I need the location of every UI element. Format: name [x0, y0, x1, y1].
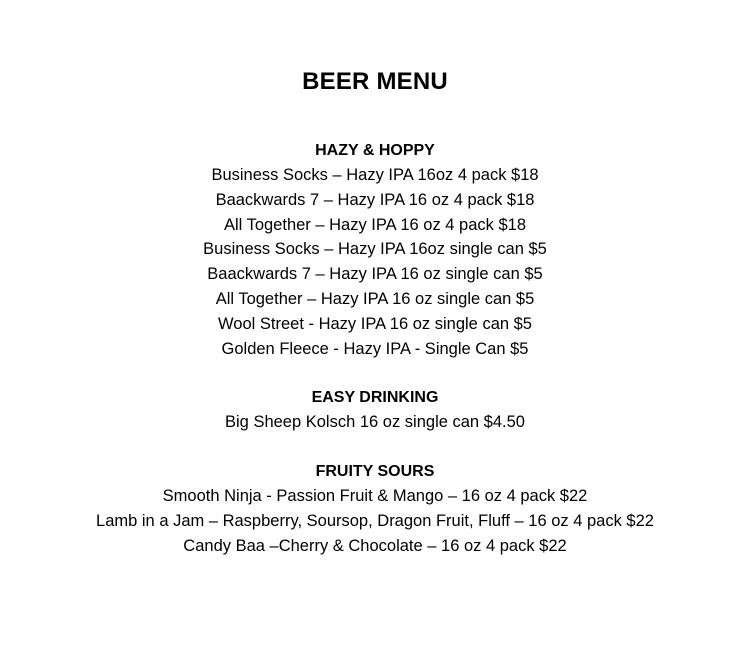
menu-item: Business Socks – Hazy IPA 16oz single can $5 — [203, 240, 547, 259]
menu-item: Golden Fleece - Hazy IPA - Single Can $5 — [221, 339, 529, 358]
menu-item: All Together – Hazy IPA 16 oz single can $5 — [215, 289, 535, 308]
menu-item: Business Socks – Hazy IPA 16oz 4 pack $18 — [211, 166, 539, 184]
menu-item: Candy Baa –Cherry & Chocolate – 16 oz 4 pack $22 — [183, 536, 567, 555]
menu-item: Lamb in a Jam – Raspberry, Soursop, Dragon Fruit, Fluff – 16 oz 4 pack $22 — [96, 511, 654, 530]
section-heading: HAZY & HOPPY — [315, 142, 435, 159]
menu-item: Big Sheep Kolsch 16 oz single can $4.50 — [225, 413, 525, 431]
page-title: BEER MENU — [302, 68, 448, 95]
section-heading: EASY DRINKING — [311, 389, 439, 406]
section-fruity-sours — [0, 459, 750, 558]
section-hazy-hoppy — [0, 138, 750, 361]
menu-item: Wool Street - Hazy IPA 16 oz single can $5 — [218, 314, 532, 333]
menu-item: Baackwards 7 – Hazy IPA 16 oz single can $5 — [207, 265, 543, 284]
section-easy-drinking — [0, 385, 750, 435]
menu-item: Smooth Ninja - Passion Fruit & Mango – 16 oz 4 pack $22 — [162, 487, 588, 505]
menu-item: Baackwards 7 – Hazy IPA 16 oz 4 pack $18 — [215, 190, 535, 209]
section-heading: FRUITY SOURS — [315, 463, 435, 480]
menu-item: All Together – Hazy IPA 16 oz 4 pack $18 — [223, 215, 527, 234]
